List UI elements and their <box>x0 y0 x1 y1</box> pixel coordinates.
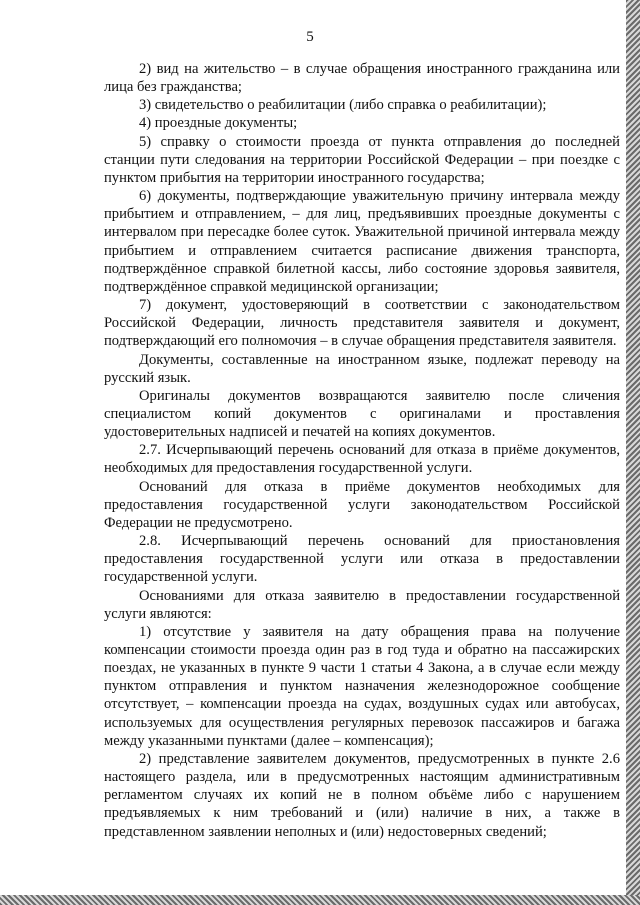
paragraph-item-7-representative-documents: 7) документ, удостоверяющий в соответствии с законодательством Российской Федерации, личность представителя заявителя и документ, подтверждающий его полномочия – в случае обращения представителя заявителя. <box>104 297 620 350</box>
document-body <box>104 60 620 841</box>
paragraph-no-refusal-grounds: Оснований для отказа в приёме документов необходимых для предоставления государственной услуги законодательством Российской Федерации не предусмотрено. <box>104 478 620 531</box>
paragraph-refusal-grounds-intro: Основаниями для отказа заявителю в предоставлении государственной услуги являются: <box>104 587 620 622</box>
scan-edge-right <box>626 0 640 905</box>
paragraph-originals-returned: Оригиналы документов возвращаются заявителю после сличения специалистом копий документов с оригиналами и проставления удостоверительных надписей и печатей на копиях документов. <box>104 387 620 441</box>
paragraph-section-2-8: 2.8. Исчерпывающий перечень оснований для приостановления предоставления государственной услуги или отказа в предоставлении государственной услуги. <box>104 533 620 586</box>
paragraph-item-4-travel-documents: 4) проездные документы; <box>139 115 298 132</box>
scan-edge-bottom <box>0 895 640 905</box>
paragraph-item-5-fare-certificate: 5) справку о стоимости проезда от пункта отправления до последней станции пути следования на территории Российской Федерации – при поездке с пунктом прибытия на территории иностранного государства; <box>104 133 620 186</box>
paragraph-foreign-language-translation: Документы, составленные на иностранном языке, подлежат переводу на русский язык. <box>104 351 620 386</box>
paragraph-refusal-ground-1: 1) отсутствие у заявителя на дату обращения права на получение компенсации стоимости проезда один раз в год туда и обратно на пассажирских поездах, не указанных в пункте 9 части 1 статьи 4 Закона, а в случае если между пунктом отправления и пунктом назначения железнодорожное сообщение отсутствует, – компенсации проезда на судах, воздушных судах или автобусах, используемых для осуществления регулярных перевозок пассажиров и багажа между указанными пунктами (далее – компенсация); <box>104 623 620 749</box>
paragraph-item-6-interval-documents: 6) документы, подтверждающие уважительную причину интервала между прибытием и отправлением, – для лиц, предъявивших проездные документы с интервалом при пересадке более суток. Уважительной причиной интервала между прибытием и отправлением считается расписание движения транспорта, подтверждённое справкой билетной кассы, либо состояние здоровья заявителя, подтверждённое справкой медицинской организации; <box>104 188 620 295</box>
page-number: 5 <box>306 29 314 45</box>
paragraph-refusal-ground-2: 2) представление заявителем документов, предусмотренных в пункте 2.6 настоящего раздела, или в предусмотренных настоящим административным регламентом случаях их копий не в полном объёме либо с нарушением предъявляемых к ним требований и (или) наличие в них, а также в представленном заявлении неполных и (или) недостоверных сведений; <box>104 750 620 840</box>
paragraph-section-2-7: 2.7. Исчерпывающий перечень оснований для отказа в приёме документов, необходимых для предоставления государственной услуги. <box>104 442 620 477</box>
paragraph-item-2-residence-permit: 2) вид на жительство – в случае обращения иностранного гражданина или лица без гражданства; <box>104 61 620 96</box>
paragraph-item-3-rehabilitation-certificate: 3) свидетельство о реабилитации (либо справка о реабилитации); <box>139 97 547 114</box>
